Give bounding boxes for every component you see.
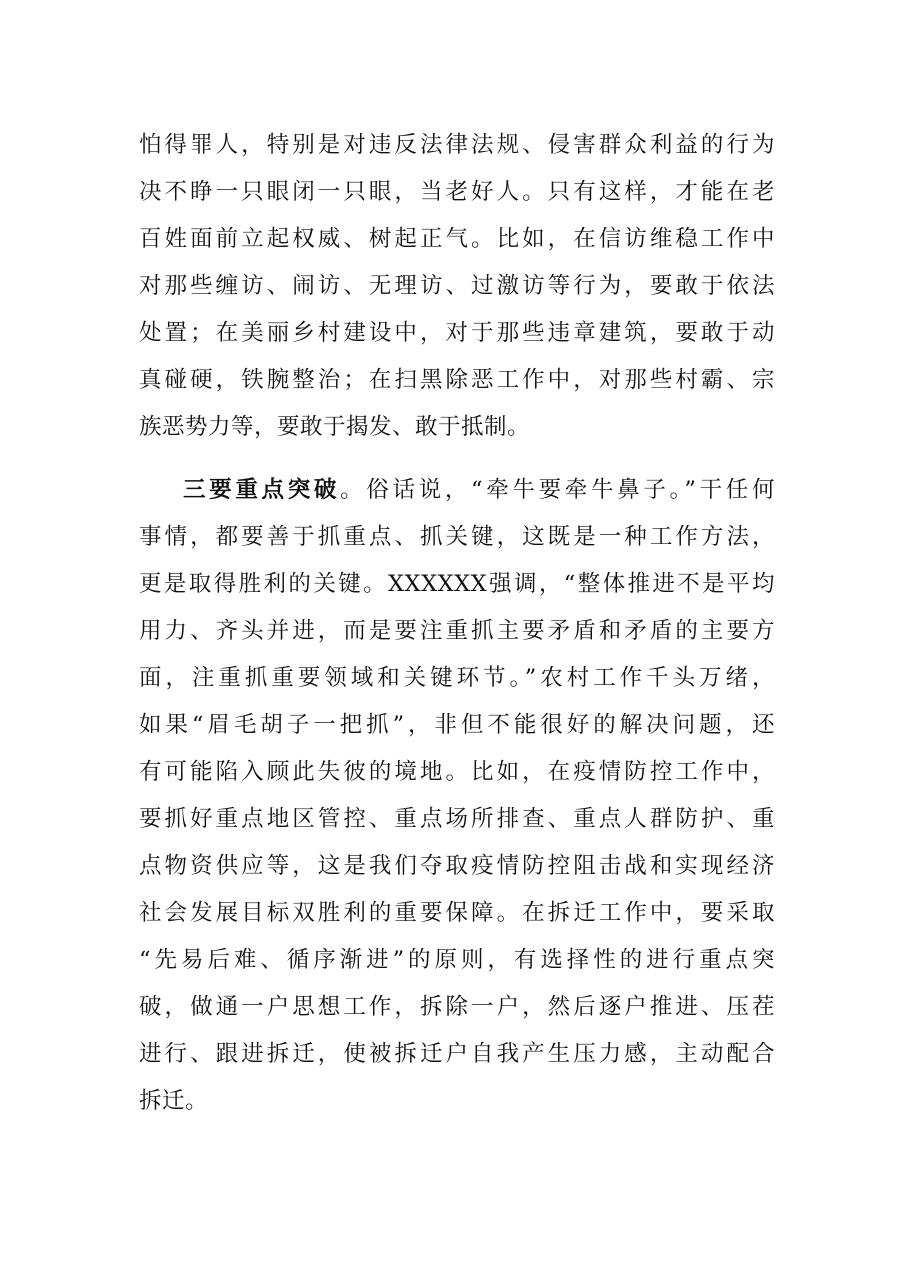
text-line: 有可能陷入顾此失彼的境地。比如，在疫情防控工作中， [139, 759, 775, 785]
section-heading: 三要重点突破 [183, 477, 341, 503]
text-line: 进行、跟进拆迁，使被拆迁户自我产生压力感，主动配合 [139, 1041, 775, 1067]
paragraph-2 [139, 467, 775, 1125]
text-line: 怕得罪人，特别是对违反法律法规、侵害群众利益的行为 [139, 132, 775, 158]
text-line: 更是取得胜利的关键。XXXXXX强调，“整体推进不是平均 [139, 571, 775, 597]
text-line: 对那些缠访、闹访、无理访、过激访等行为，要敢于依法 [139, 273, 775, 299]
text-line: 点物资供应等，这是我们夺取疫情防控阻击战和实现经济 [139, 853, 775, 879]
text-line: 决不睁一只眼闭一只眼，当老好人。只有这样，才能在老 [139, 179, 775, 205]
text-line: 真碰硬，铁腕整治；在扫黑除恶工作中，对那些村霸、宗 [139, 367, 775, 393]
paragraph-first-line [139, 467, 775, 514]
text-line: 要抓好重点地区管控、重点场所排查、重点人群防护、重 [139, 806, 775, 832]
text-line: 社会发展目标双胜利的重要保障。在拆迁工作中，要采取 [139, 900, 775, 926]
text-line: “先易后难、循序渐进”的原则，有选择性的进行重点突 [139, 947, 775, 973]
text-line: 面，注重抓重要领域和关键环节。”农村工作千头万绪， [139, 665, 775, 691]
text-line: 族恶势力等，要敢于揭发、敢于抵制。 [139, 414, 531, 440]
text-run: 。俗话说，“牵牛要牵牛鼻子。”干任何 [340, 477, 775, 503]
text-line: 如果“眉毛胡子一把抓”，非但不能很好的解决问题，还 [139, 712, 775, 738]
text-line: 破，做通一户思想工作，拆除一户，然后逐户推进、压茬 [139, 994, 775, 1020]
paragraph-spacer [139, 451, 775, 467]
text-line: 百姓面前立起权威、树起正气。比如，在信访维稳工作中 [139, 226, 775, 252]
text-line: 事情，都要善于抓重点、抓关键，这既是一种工作方法， [139, 524, 775, 550]
text-line: 用力、齐头并进，而是要注重抓主要矛盾和矛盾的主要方 [139, 618, 775, 644]
text-line: 拆迁。 [139, 1088, 209, 1114]
document-body [139, 122, 775, 1125]
text-line: 处置；在美丽乡村建设中，对于那些违章建筑，要敢于动 [139, 320, 775, 346]
paragraph-1 [139, 122, 775, 451]
